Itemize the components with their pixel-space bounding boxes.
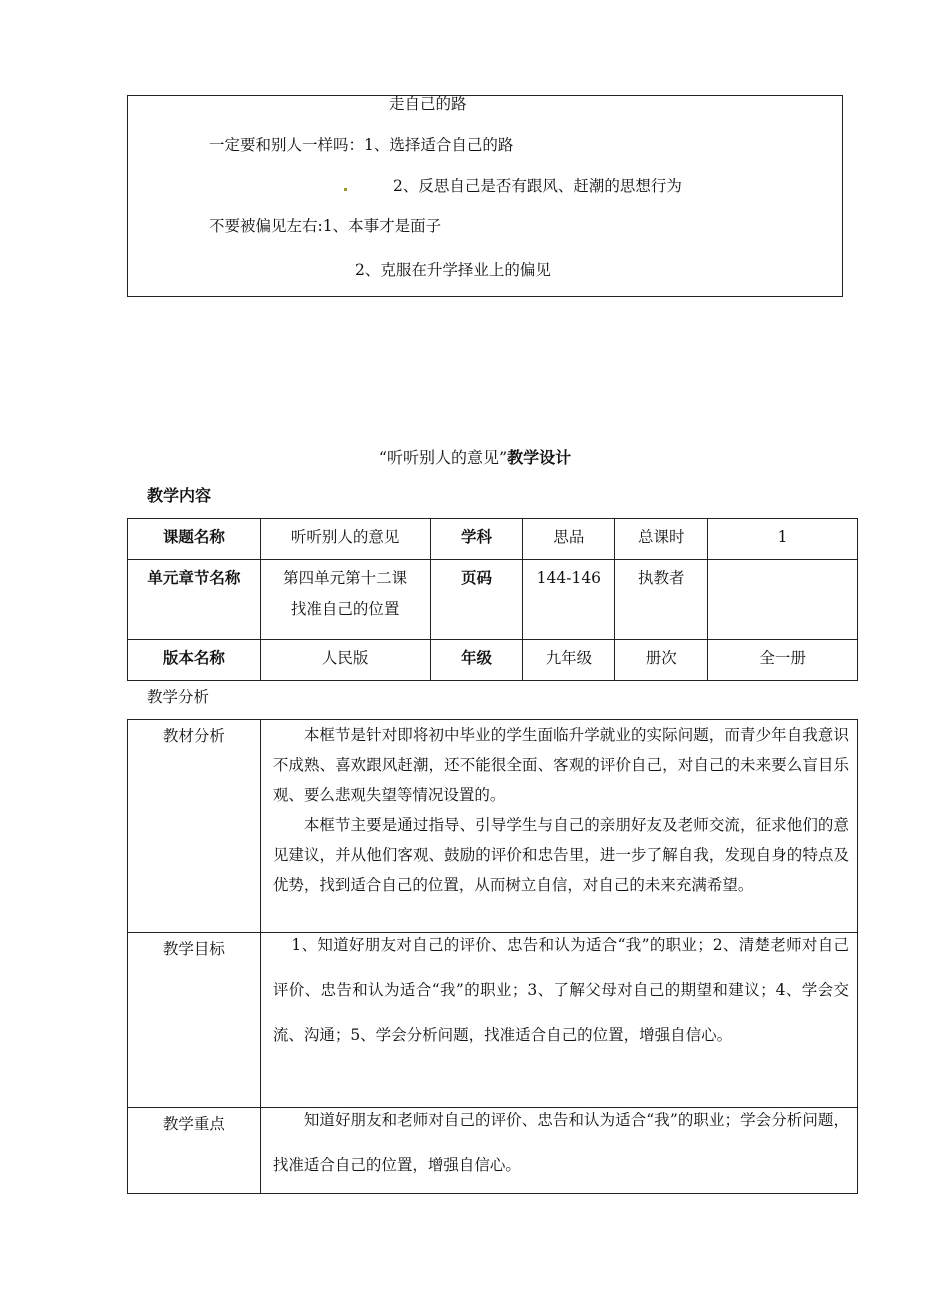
table-cell [260, 560, 430, 640]
table-cell: 总课时 [615, 519, 708, 560]
row-content [260, 933, 857, 1108]
summary-line-3: 不要被偏见左右:1、本事才是面子 [209, 217, 442, 235]
paragraph: 1、知道好朋友对自己的评价、忠告和认为适合“我”的职业；2、清楚老师对自己评价、忠告和认为适合“我”的职业；3、了解父母对自己的期望和建议；4、学会交流、沟通；5、学会分析问题，找准适合自己的位置，增强自信心。 [272, 936, 849, 1044]
table-cell: 执教者 [615, 560, 708, 640]
paragraph: 本框节主要是通过指导、引导学生与自己的亲朋好友及老师交流，征求他们的意见建议，并从他们客观、鼓励的评价和忠告里，进一步了解自我，发现自身的特点及优势，找到适合自己的位置，从而树立自信，对自己的未来充满希望。 [272, 816, 849, 894]
row-label: 教学重点 [128, 1108, 261, 1194]
summary-heading: 走自己的路 [389, 95, 467, 113]
table-cell: 版本名称 [128, 640, 261, 681]
table-row [128, 560, 858, 640]
table-cell: 册次 [615, 640, 708, 681]
analysis-table [127, 719, 858, 1194]
table-row [128, 1108, 858, 1194]
section-heading-content: 教学内容 [147, 486, 212, 505]
table-cell: 页码 [430, 560, 523, 640]
document-title [0, 445, 950, 468]
table-cell: 学科 [430, 519, 523, 560]
course-info-table [127, 518, 858, 681]
table-row [128, 933, 858, 1108]
table-cell: 1 [708, 519, 858, 560]
table-row [128, 720, 858, 933]
table-cell: 144-146 [523, 560, 615, 640]
speck-mark [344, 188, 347, 191]
section-heading-analysis: 教学分析 [147, 688, 210, 706]
row-label: 教材分析 [128, 720, 261, 933]
summary-line-1: 一定要和别人一样吗：1、选择适合自己的路 [209, 136, 514, 154]
table-cell: 思品 [523, 519, 615, 560]
unit-line-2: 找准自己的位置 [290, 600, 400, 618]
table-cell: 年级 [430, 640, 523, 681]
title-quoted: “听听别人的意见” [378, 448, 508, 467]
table-cell: 全一册 [708, 640, 858, 681]
unit-line-1: 第四单元第十二课 [283, 569, 408, 587]
summary-line-2: 2、反思自己是否有跟风、赶潮的思想行为 [393, 177, 682, 195]
summary-line-4: 2、克服在升学择业上的偏见 [355, 261, 551, 279]
paragraph: 本框节是针对即将初中毕业的学生面临升学就业的实际问题，而青少年自我意识不成熟、喜欢跟风赶潮，还不能很全面、客观的评价自己，对自己的未来要么盲目乐观、要么悲观失望等情况设置的。 [272, 726, 849, 804]
table-cell: 课题名称 [128, 519, 261, 560]
table-row [128, 519, 858, 560]
table-cell: 人民版 [260, 640, 430, 681]
table-cell: 单元章节名称 [128, 560, 261, 640]
table-cell: 听听别人的意见 [260, 519, 430, 560]
table-row [128, 640, 858, 681]
paragraph: 知道好朋友和老师对自己的评价、忠告和认为适合“我”的职业；学会分析问题，找准适合自己的位置，增强自信心。 [272, 1111, 849, 1174]
row-content [260, 1108, 857, 1194]
row-label: 教学目标 [128, 933, 261, 1108]
table-cell: 九年级 [523, 640, 615, 681]
row-content [260, 720, 857, 933]
title-suffix: 教学设计 [507, 448, 572, 467]
table-cell [708, 560, 858, 640]
